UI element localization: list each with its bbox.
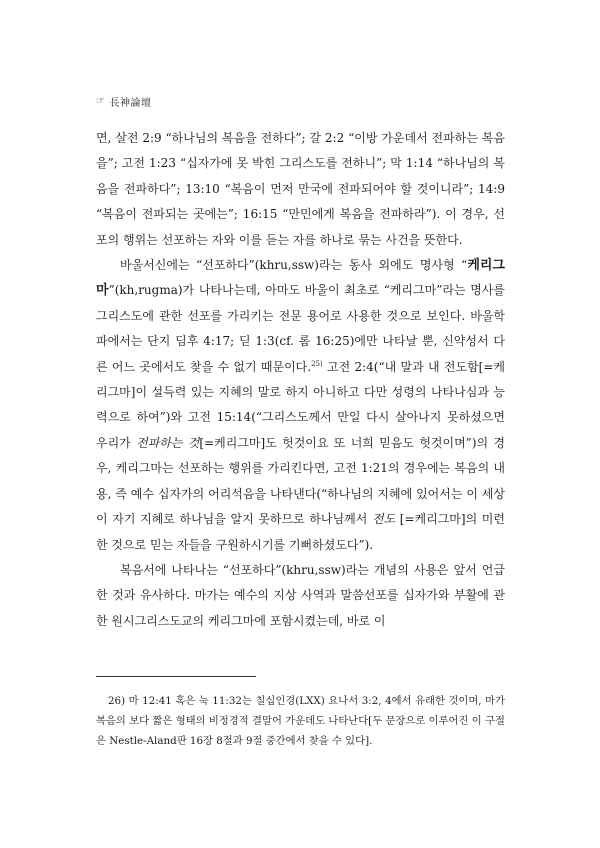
footnote-26: 26) 마 12:41 혹은 눅 11:32는 칠십인경(LXX) 요나서 3:2, 4에서 유래한 것이며, 마가복음의 보다 짧은 형태의 비정경적 결말어 가운데도 나타난다[두 문장으로 이루어진 이 구절은 Nestle-Aland판 16장 8절과 9절 중간에서 찾을 수 있다].	[96, 695, 505, 747]
text-run: [=케리그마]의 미련한 것으로 믿는 자들을 구원하시기를 기뻐하셨도다”).	[96, 512, 505, 552]
hand-pointer-icon: ☞	[96, 96, 106, 107]
footnote-reference: 25)	[311, 359, 323, 368]
emphasized-term: 케리그마	[96, 258, 505, 299]
running-header	[96, 94, 151, 109]
paragraph-2	[96, 253, 505, 558]
body-text	[96, 126, 505, 634]
footnote-divider	[96, 676, 256, 677]
paragraph-3	[96, 558, 505, 634]
text-run: ”(kh,rugma)가 나타나는데, 아마도 바울이 최초로 “케리그마”라는 명사를 그리스도에 관한 선포를 가리키는 전문 용어로 사용한 것으로 보인다. 바울학파에서는 단지 딤후 4:17; 딛 1:3(cf. 롬 16:25)에만 나타날 뿐, 신약성서 다른 어느 곳에서도 찾을 수 없기 때문이다.	[96, 283, 505, 374]
italic-text: 전도	[371, 512, 396, 527]
journal-title: 長神論壇	[109, 98, 152, 109]
italic-text: 전파하는 것	[136, 435, 200, 450]
text-run: 면, 살전 2:9 “하나님의 복음을 전하다”; 갈 2:2 “이방 가운데서 전파하는 복음을”; 고전 1:23 “십자가에 못 박힌 그리스도를 전하니”; 막 1:14 “하나님의 복음을 전파하다”; 13:10 “복음이 먼저 만국에 전파되어야 할 것이니라”; 14:9 “복음이 전파되는 곳에는”; 16:15 “만민에게 복음을 전파하라”). 이 경우, 선포의 행위는 선포하는 자와 이를 듣는 자를 하나로 묶는 사건을 뜻한다.	[96, 131, 505, 247]
paragraph-1	[96, 126, 505, 253]
text-run: [=케리그마]도 헛것이요 또 너희 믿음도 헛것이며”)의 경우, 케리그마는 선포하는 행위를 가리킨다면, 고전 1:21의 경우에는 복음의 내용, 즉 예수 십자가의 어리석음을 나타낸다(“하나님의 지혜에 있어서는 이 세상이 자기 지혜로 하나님을 알지 못하므로 하나님께서	[96, 435, 506, 527]
text-run: 복음서에 나타나는 “선포하다”(khru,ssw)라는 개념의 사용은 앞서 언급한 것과 유사하다. 마가는 예수의 지상 사역과 말씀선포를 십자가와 부활에 관한 원시그리스도교의 케리그마에 포함시켰는데, 바로 이	[96, 562, 505, 628]
text-run: 바울서신에는 “선포하다”(khru,ssw)라는 동사 외에도 명사형 “	[120, 258, 468, 273]
text-run: 고전 2:4(“내 말과 내 전도함[=케리그마]이 설득력 있는 지혜의 말로 하지 아니하고 다만 성령의 나타나심과 능력으로 하여”)와 고전 15:14(“그리스도께서 만일 다시 살아나지 못하셨으면 우리가	[96, 359, 505, 450]
